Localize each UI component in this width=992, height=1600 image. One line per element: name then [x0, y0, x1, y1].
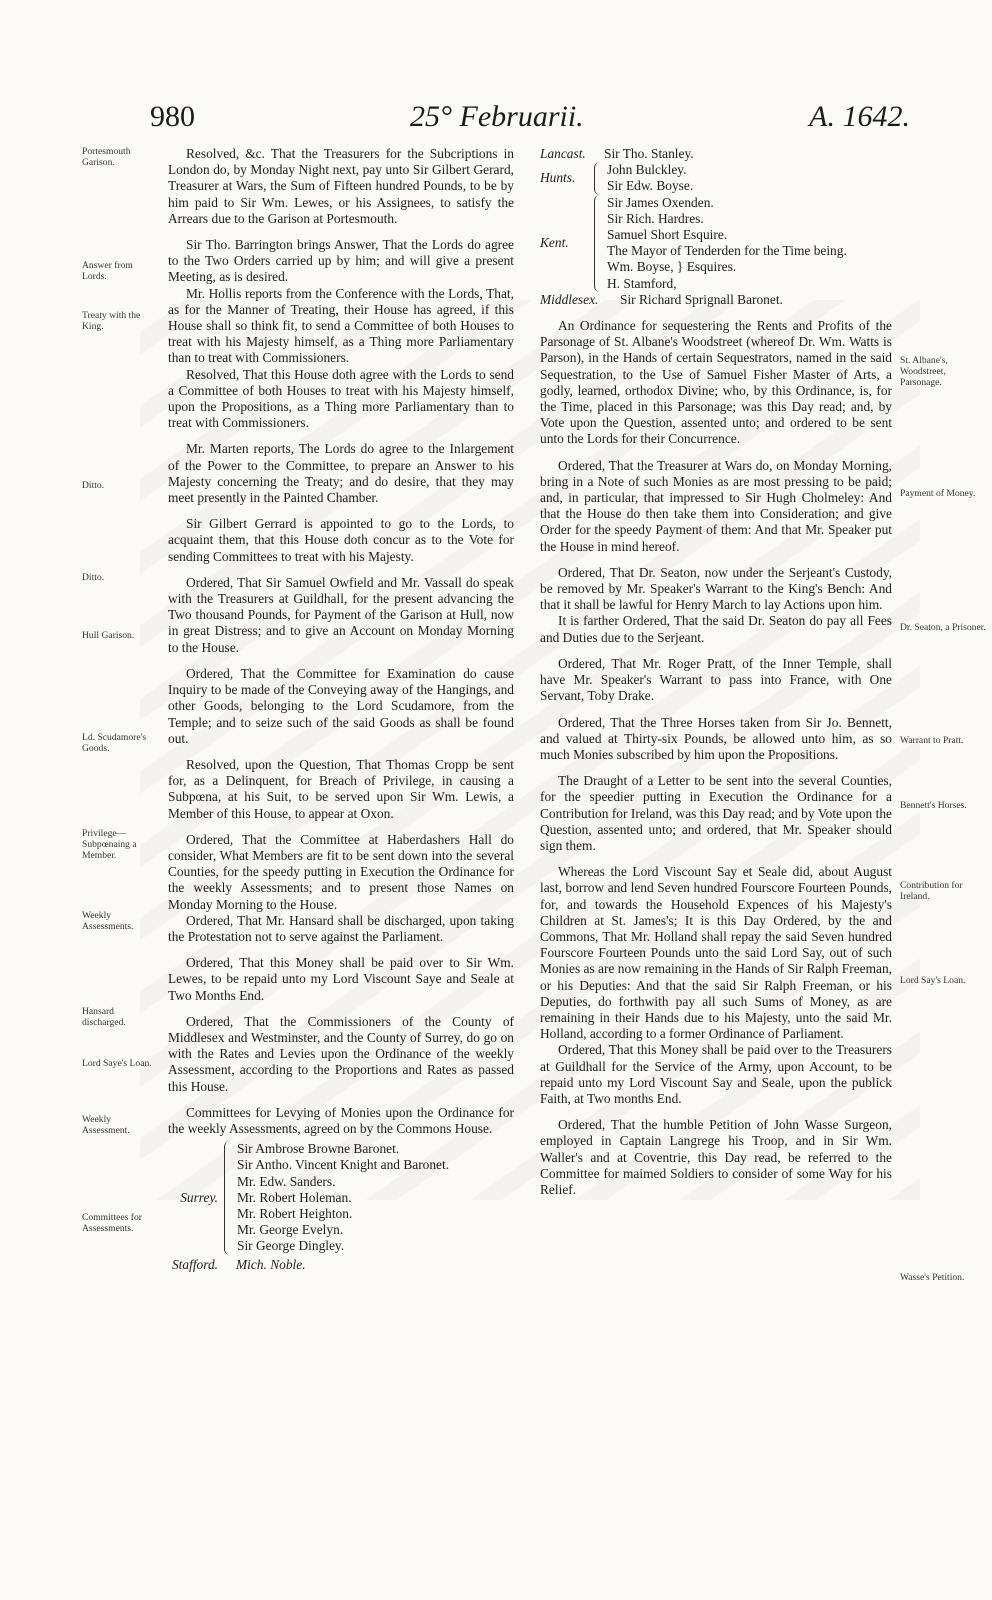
brace [594, 162, 603, 194]
committee-member: Mich. Noble. [236, 1256, 306, 1272]
county-name: Surrey. [180, 1189, 218, 1205]
margin-note: Payment of Money. [900, 488, 976, 499]
county-list-stafford [148, 1257, 514, 1273]
entry-paragraph: Ordered, That this Money shall be paid over to the Treasurers at Guildhall for the Service of the Army, upon Account, to be repaid unto my Lord Viscount Say and Seale, upon the publick Faith, at Two months End. [540, 1042, 892, 1106]
entry-paragraph: Ordered, That the Three Horses taken from Sir Jo. Bennett, and valued at Thirty-six Pounds, be allowed unto him, as so much Monies subscribed by him upon the Propositions. [540, 714, 892, 762]
committee-member: John Bulckley. [607, 162, 687, 178]
brace [224, 1141, 233, 1254]
committee-member: Sir Rich. Hardres. [607, 210, 704, 226]
margin-note: Answer from Lords. [82, 260, 133, 282]
entry-paragraph: Whereas the Lord Viscount Say et Seale did, about August last, borrow and lend Seven hundred Fourscore Fourteen Pounds, for, and towards the Household Expences of his Majesty's Children at St. James's; It is this Day Ordered, by the and Commons, That Mr. Holland shall repay the said Seven hundred Fourscore Fourteen Pounds unto the said Lord Say, out of such Monies as are now remaining in the Hands of Sir Ralph Freeman, or his Deputies: And that the said Sir Ralph Freeman, or his Deputies, do forthwith pay all such Sums of Money, as are remaining in their Hands due to his Majesty, unto the said Mr. Holland, according to a former Ordinance of Parliament. [540, 864, 892, 1042]
brace [594, 195, 603, 292]
committee-member: Sir Ambrose Browne Baronet. [237, 1141, 400, 1157]
margin-note: Contribution for Ireland. [900, 880, 963, 902]
entry-paragraph: Resolved, That this House doth agree with the Lords to send a Committee of both Houses to treat with his Majesty himself, upon the Propositions, as a Thing more Parliamentary than to treat with Commissioners. [168, 366, 514, 431]
margin-note: Bennett's Horses. [900, 800, 967, 811]
county-list-lancast [540, 146, 892, 162]
county-name: Hunts. [540, 170, 576, 186]
margin-note: Portesmouth Garison. [82, 146, 131, 168]
margin-note: Hansard discharged. [82, 1006, 126, 1028]
margin-note: Privilege—Subpœnaing a Member. [82, 828, 137, 861]
entry-paragraph: Ordered, That Mr. Hansard shall be discharged, upon taking the Protestation not to serve against the Parliament. [168, 912, 514, 944]
entry-paragraph: Ordered, That the Committee for Examination do cause Inquiry to be made of the Conveying away of the Hangings, and other Goods, belonging to the Lord Scudamore, from the Temple; and to seize such of the said Goods as shall be found out. [168, 665, 514, 746]
committee-member: Wm. Boyse, } Esquires. [607, 259, 737, 275]
county-name: Lancast. [540, 146, 586, 161]
entry-paragraph: Mr. Marten reports, The Lords do agree to the Inlargement of the Power to the Committee, to prepare an Answer to his Majesty concerning the Treaty; and do desire, that they may meet presently in the Painted Chamber. [168, 441, 514, 506]
page-date: 25° Februarii. [410, 100, 584, 133]
committee-member: Samuel Short Esquire. [607, 227, 728, 243]
entry-paragraph: Committees for Levying of Monies upon the Ordinance for the weekly Assessments, agreed on by the Commons House. [168, 1104, 514, 1136]
margin-note: Wasse's Petition. [900, 1272, 965, 1283]
margin-note: Ld. Scudamore's Goods. [82, 732, 147, 754]
margin-note: Committees for Assessments. [82, 1212, 142, 1234]
county-name: Kent. [540, 235, 569, 251]
committee-member: Sir James Oxenden. [607, 194, 714, 210]
entry-paragraph: Resolved, &c. That the Treasurers for the Subcriptions in London do, by Monday Night next, pay unto Sir Gilbert Gerard, Treasurer at Wars, the Sum of Fifteen hundred Pounds, to be by him paid to Sir Wm. Lewes, or his Assignees, to satisfy the Arrears due to the Garison at Portesmouth. [168, 146, 514, 226]
committee-member: H. Stamford, [607, 275, 677, 291]
county-list-surrey [148, 1141, 514, 1254]
committee-member: Mr. Robert Heighton. [237, 1205, 353, 1221]
margin-note: Ditto. [82, 480, 105, 491]
margin-note: Weekly Assessments. [82, 910, 134, 932]
entry-paragraph: Ordered, That Mr. Roger Pratt, of the Inner Temple, shall have Mr. Speaker's Warrant to pass into France, with One Servant, Toby Drake. [540, 655, 892, 704]
county-list-middlesex [540, 292, 892, 308]
margin-note: Lord Saye's Loan. [82, 1058, 152, 1069]
county-name: Stafford. [171, 1256, 218, 1272]
entry-paragraph: Mr. Hollis reports from the Conference with the Lords, That, as for the Manner of Treating, their House has agreed, if this House shall so think fit, to send a Committee of both Houses to treat with his Majesty himself, as a Thing more Parliamentary than to treat with Commissioners. [168, 285, 514, 366]
county-list-hunts [540, 162, 892, 194]
committee-member: Mr. George Evelyn. [237, 1222, 344, 1238]
committee-member: Sir George Dingley. [237, 1238, 345, 1254]
margin-note: Ditto. [82, 572, 105, 583]
entry-paragraph: Ordered, That Sir Samuel Owfield and Mr. Vassall do speak with the Treasurers at Guildhall, for the present advancing the Two thousand Pounds, for Payment of the Garison at Hull, now in great Distress; and to give an Account on Monday Morning to the House. [168, 574, 514, 655]
page-header [150, 100, 910, 140]
committee-member: Mr. Edw. Sanders. [237, 1173, 336, 1189]
entry-paragraph: Sir Tho. Barrington brings Answer, That the Lords do agree to the Two Orders carried up by him; and will give a present Meeting, as is desired. [168, 237, 514, 285]
committee-member: Sir Tho. Stanley. [604, 146, 694, 161]
entry-paragraph: The Draught of a Letter to be sent into the several Counties, for the speedier putting in Execution the Ordinance for a Contribution for Ireland, was this Day read; and by Vote upon the Question, assented unto; and ordered, that Mr. Speaker should sign them. [540, 773, 892, 853]
page-year: A. 1642. [809, 100, 910, 133]
page-number: 980 [150, 100, 195, 133]
entry-paragraph: An Ordinance for sequestering the Rents and Profits of the Parsonage of St. Albane's Woodstreet (whereof Dr. Wm. Watts is Parson), in the Hands of certain Sequestrators, named in the said Sequestration, to the Use of Samuel Fisher Master of Arts, a godly, learned, orthodox Divine; who, by this Ordinance, is, for the Time, placed in this Parsonage; was this Day read; and, by Vote upon the Question, assented unto; and ordered to be sent unto the Lords for their Concurrence. [540, 318, 892, 447]
margin-note: Dr. Seaton, a Prisoner. [900, 622, 986, 633]
entry-paragraph: Ordered, That this Money shall be paid over to Sir Wm. Lewes, to be repaid unto my Lord Viscount Saye and Seale at Two Months End. [168, 955, 514, 1003]
committee-member: Mr. Robert Holeman. [237, 1189, 352, 1205]
committee-member: Sir Edw. Boyse. [607, 178, 694, 194]
entry-paragraph: Ordered, That the humble Petition of John Wasse Surgeon, employed in Captain Langrege his Troop, and in Sir Wm. Waller's and at Coventrie, this Day read, be referred to the Committee for maimed Soldiers to consider of some Way for his Relief. [540, 1117, 892, 1197]
margin-note: Weekly Assessment. [82, 1114, 130, 1136]
margin-note: Treaty with the King. [82, 310, 141, 332]
county-list-kent [540, 195, 892, 292]
left-column [168, 146, 514, 1273]
committee-member: The Mayor of Tenderden for the Time being. [607, 243, 847, 259]
entry-paragraph: Sir Gilbert Gerrard is appointed to go to the Lords, to acquaint them, that this House doth concur as to the Vote for sending Committees to treat with his Majesty. [168, 516, 514, 564]
margin-note: Lord Say's Loan. [900, 975, 966, 986]
county-name: Middlesex. [540, 291, 599, 307]
entry-paragraph: Resolved, upon the Question, That Thomas Cropp be sent for, as a Delinquent, for Breach of Privilege, in causing a Subpœna, at his Suit, to be served upon Sir Wm. Lewis, a Member of this House, to appear at Oxon. [168, 756, 514, 821]
right-column [540, 146, 892, 1198]
margin-note: Warrant to Pratt. [900, 735, 964, 746]
entry-paragraph: Ordered, That the Treasurer at Wars do, on Monday Morning, bring in a Note of such Monies as are most pressing to be paid; and, in particular, that impressed to Sir Hugh Cholmeley: And that the House do then take them into Consideration; and give Order for the speedy Payment of them: And that Mr. Speaker put the House in mind hereof. [540, 457, 892, 554]
entry-paragraph: It is farther Ordered, That the said Dr. Seaton do pay all Fees and Duties due to the Serjeant. [540, 613, 892, 645]
margin-note: Hull Garison. [82, 630, 135, 641]
entry-paragraph: Ordered, That the Commissioners of the County of Middlesex and Westminster, and the County of Surrey, do go on with the Rates and Levies upon the Ordinance of the weekly Assessment, according to the Proportions and Rates as passed this House. [168, 1013, 514, 1094]
committee-member: Sir Antho. Vincent Knight and Baronet. [237, 1157, 450, 1173]
margin-note: St. Albane's, Woodstreet, Parsonage. [900, 355, 948, 388]
entry-paragraph: Ordered, That the Committee at Haberdashers Hall do consider, What Members are fit to be sent down into the several Counties, for the speedy putting in Execution the Ordinance for the weekly Assessments; and to present those Names on Monday Morning to the House. [168, 831, 514, 912]
committee-member: Sir Richard Sprignall Baronet. [620, 291, 783, 307]
entry-paragraph: Ordered, That Dr. Seaton, now under the Serjeant's Custody, be removed by Mr. Speaker's Warrant to the King's Bench: And that it shall be lawful for Henry March to lay Actions upon him. [540, 564, 892, 613]
